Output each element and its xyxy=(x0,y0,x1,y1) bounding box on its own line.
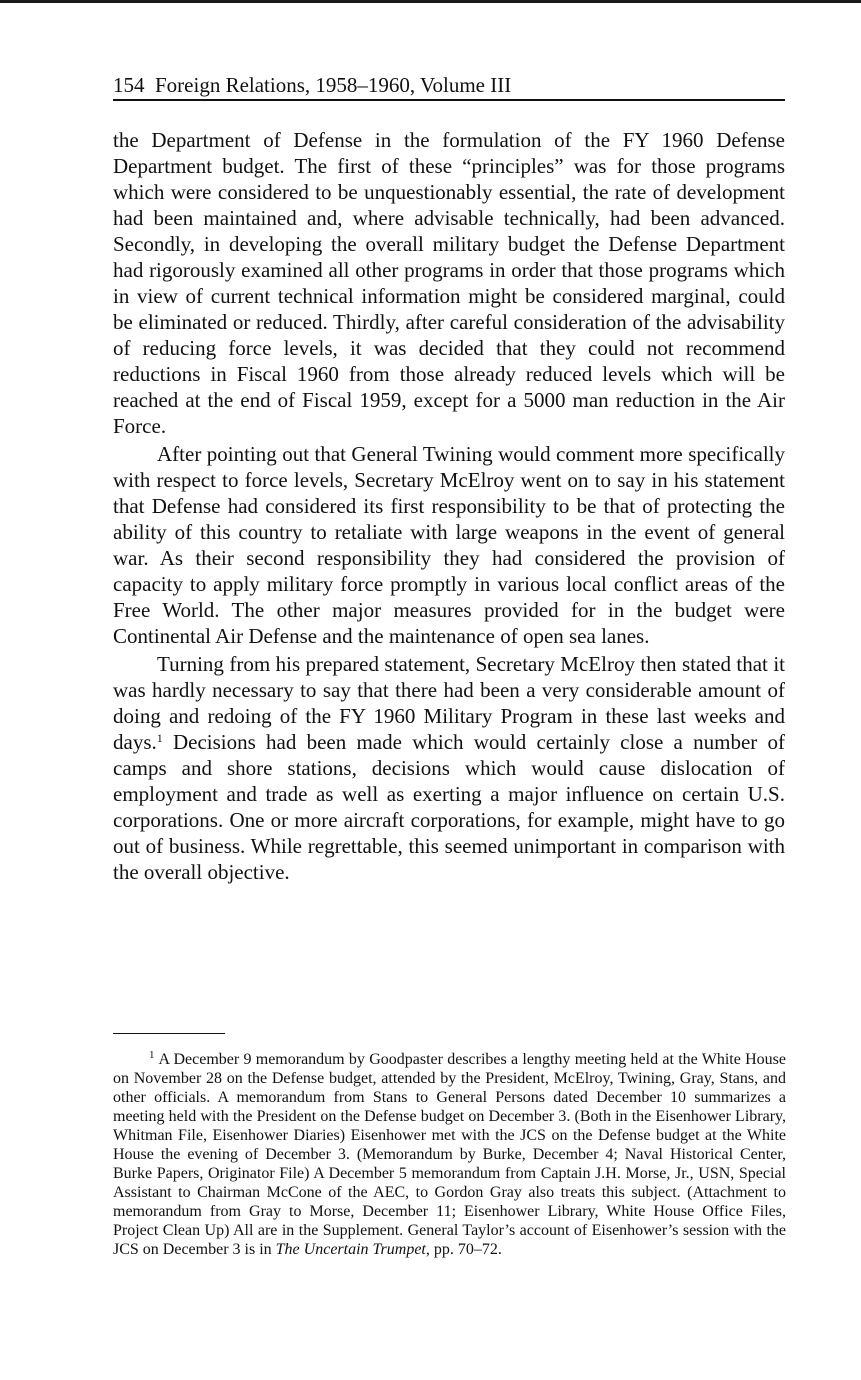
paragraph-2: After pointing out that General Twining would comment more specifically with respect to force levels, Secretary McElroy went on to say in his statement that Defense had considered its first responsibility to be that of protecting the ability of this country to retaliate with large weapons in the event of general war. As their second responsibility they had considered the provision of capacity to apply military force promptly in various local conflict areas of the Free World. The other major measures provided for in the budget were Continental Air Defense and the maintenance of open sea lanes. xyxy=(113,442,785,648)
footnote-citation-end: , pp. 70–72. xyxy=(425,1241,502,1258)
paragraph-3-text-b: Decisions had been made which would certainly close a number of camps and shore stations, decisions which would cause dislocation of employment and trade as well as exerting a major influence on certain U.S. corporations. One or more aircraft corporations, for example, might have to go out of business. While regrettable, this seemed unimportant in comparison with the overall objective. xyxy=(113,730,785,884)
top-edge-rule xyxy=(0,0,861,3)
page-number: 154 xyxy=(113,73,145,97)
body-text xyxy=(113,127,785,887)
header-rule xyxy=(113,99,785,101)
footnote-text: A December 9 memorandum by Goodpaster describes a lengthy meeting held at the White House on November 28 on the Defense budget, attended by the President, McElroy, Twining, Gray, Stans, and other officials. A memorandum from Stans to General Persons dated December 10 summarizes a meeting held with the President on the Defense budget on December 3. (Both in the Eisenhower Library, Whitman File, Eisenhower Diaries) Eisenhower met with the JCS on the Defense budget at the White House the evening of December 3. (Memorandum by Burke, December 4; Naval Historical Center, Burke Papers, Originator File) A December 5 memorandum from Captain J.H. Morse, Jr., USN, Special Assistant to Chairman McCone of the AEC, to Gordon Gray also treats this subject. (Attachment to memorandum from Gray to Morse, December 11; Eisenhower Library, White House Office Files, Project Clean Up) All are in the Supplement. General Taylor’s account of Eisenhower’s session with the JCS on December 3 is in xyxy=(113,1051,786,1258)
running-header xyxy=(113,70,785,100)
footnote-book-title: The Uncertain Trumpet xyxy=(275,1241,426,1258)
paragraph-3-text-a: Turning from his prepared statement, Secretary McElroy then stated that it was hardly necessary to say that there had been a very considerable amount of doing and redoing of the FY 1960 Military Program in these last weeks and days. xyxy=(113,652,785,754)
running-title: Foreign Relations, 1958–1960, Volume III xyxy=(155,73,512,97)
footnote-separator xyxy=(113,1033,225,1034)
footnote-marker: 1 xyxy=(149,1049,155,1061)
footnote xyxy=(113,1050,786,1259)
paragraph-3 xyxy=(113,651,785,885)
paragraph-1: the Department of Defense in the formulation of the FY 1960 Defense Department budget. The first of these “principles” was for those programs which were considered to be unquestionably essential, the rate of development had been maintained and, where advisable technically, had been advanced. Secondly, in developing the overall military budget the Defense Department had rigorously examined all other programs in order that those programs which in view of current technical information might be considered marginal, could be eliminated or reduced. Thirdly, after careful consideration of the advisability of reducing force levels, it was decided that they could not recommend reductions in Fiscal 1960 from those already reduced levels which will be reached at the end of Fiscal 1959, except for a 5000 man reduction in the Air Force. xyxy=(113,128,785,438)
footnote-reference: 1 xyxy=(156,731,163,745)
